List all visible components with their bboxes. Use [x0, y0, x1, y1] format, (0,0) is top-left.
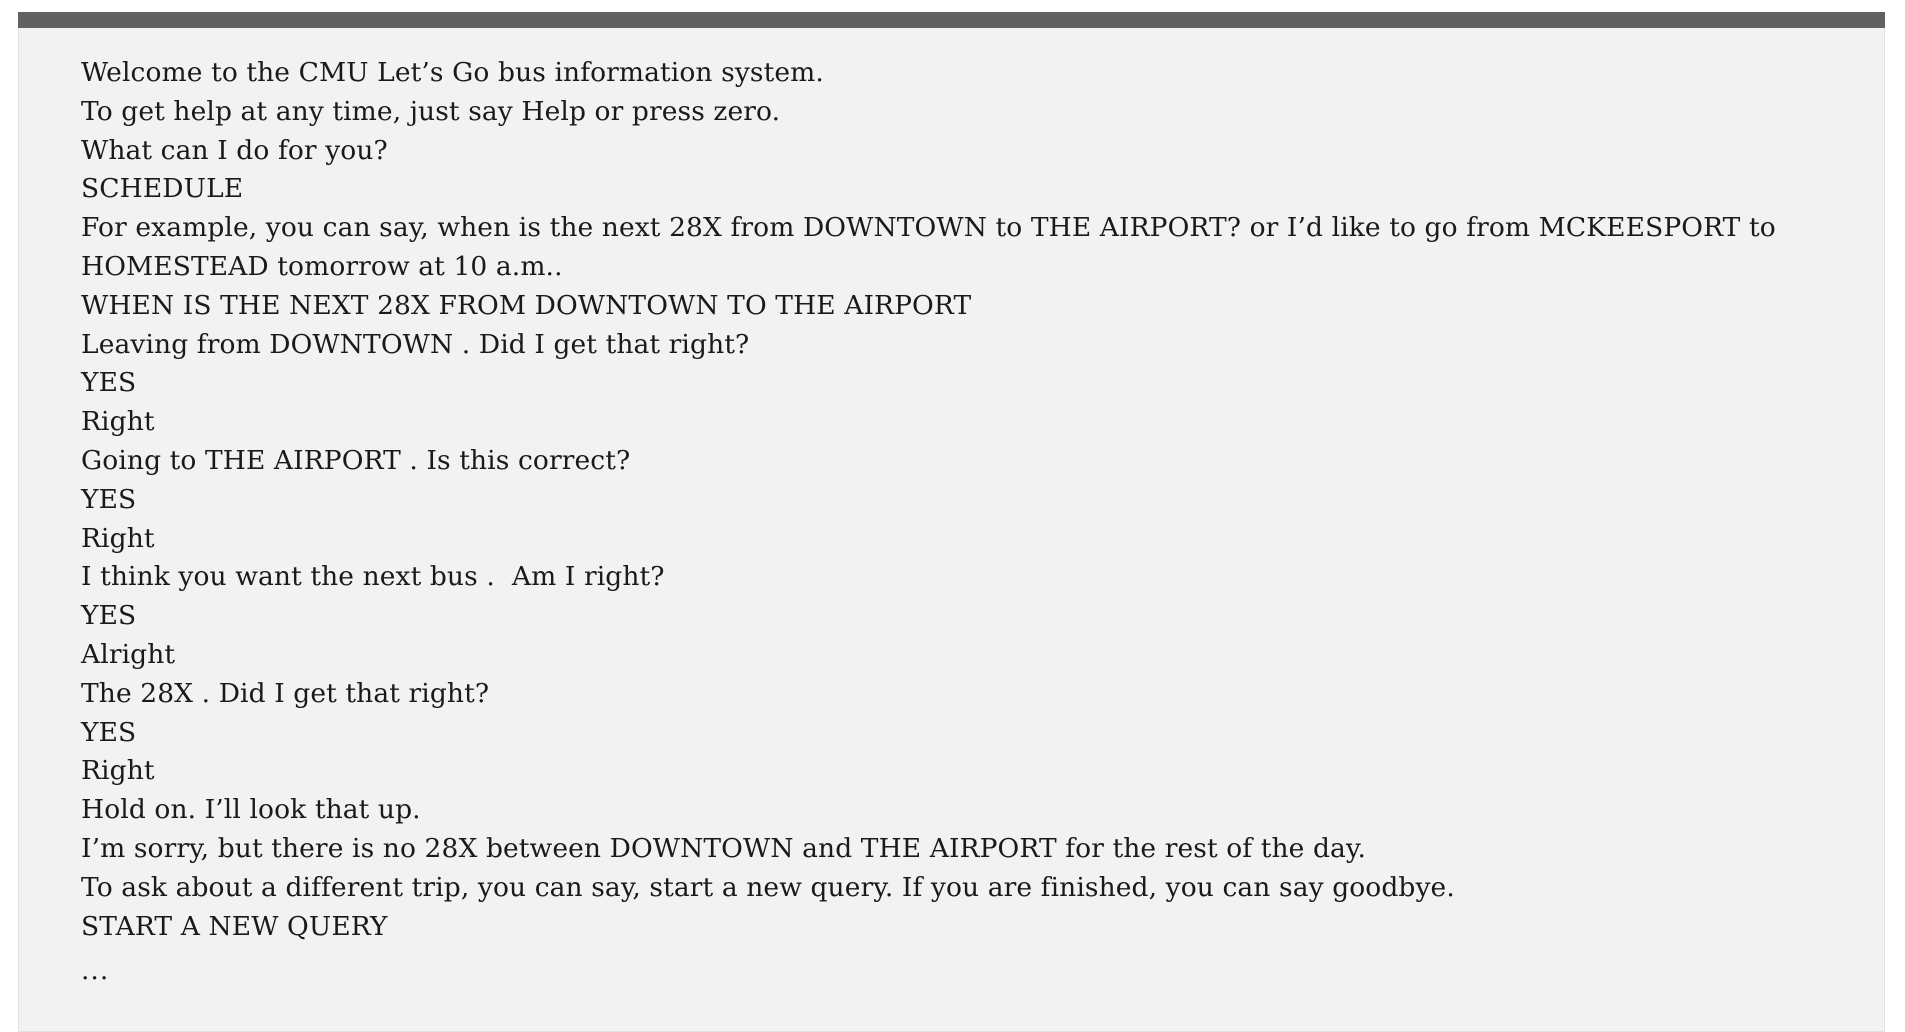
transcript-line: Hold on. I’ll look that up.: [81, 794, 421, 826]
transcript-line: Leaving from DOWNTOWN . Did I get that right?: [81, 328, 750, 360]
transcript-line: SCHEDULE: [81, 173, 244, 205]
transcript-line: Right: [81, 755, 155, 787]
transcript-line: To ask about a different trip, you can say, start a new query. If you are finished, you can say goodbye.: [81, 871, 1455, 903]
transcript-line-ellipsis: ...: [81, 955, 110, 987]
transcript-line: For example, you can say, when is the next 28X from DOWNTOWN to THE AIRPORT? or I’d like to go from MCKEESPORT to HOMESTEAD tomorrow at 10 a.m..: [81, 212, 1785, 282]
transcript-line: I think you want the next bus . Am I right?: [81, 561, 665, 593]
transcript-line: YES: [81, 367, 137, 399]
transcript-line: YES: [81, 716, 137, 748]
transcript-line: WHEN IS THE NEXT 28X FROM DOWNTOWN TO THE AIRPORT: [81, 289, 972, 321]
transcript-line: Right: [81, 406, 155, 438]
transcript-line: What can I do for you?: [81, 134, 388, 166]
transcript-line: I’m sorry, but there is no 28X between DOWNTOWN and THE AIRPORT for the rest of the day.: [81, 832, 1366, 864]
transcript-lines: [19, 28, 1884, 1031]
transcript-line: Going to THE AIRPORT . Is this correct?: [81, 444, 631, 476]
transcript-line: Right: [81, 522, 155, 554]
transcript-line: YES: [81, 483, 137, 515]
transcript-line: The 28X . Did I get that right?: [81, 677, 490, 709]
transcript-line: Alright: [81, 638, 176, 670]
transcript-line: YES: [81, 600, 137, 632]
transcript-line: START A NEW QUERY: [81, 910, 388, 942]
header-bar: [18, 12, 1885, 28]
transcript-container: [18, 28, 1885, 1032]
transcript-line: To get help at any time, just say Help or press zero.: [81, 95, 781, 127]
transcript-line: Welcome to the CMU Let’s Go bus information system.: [81, 57, 824, 88]
